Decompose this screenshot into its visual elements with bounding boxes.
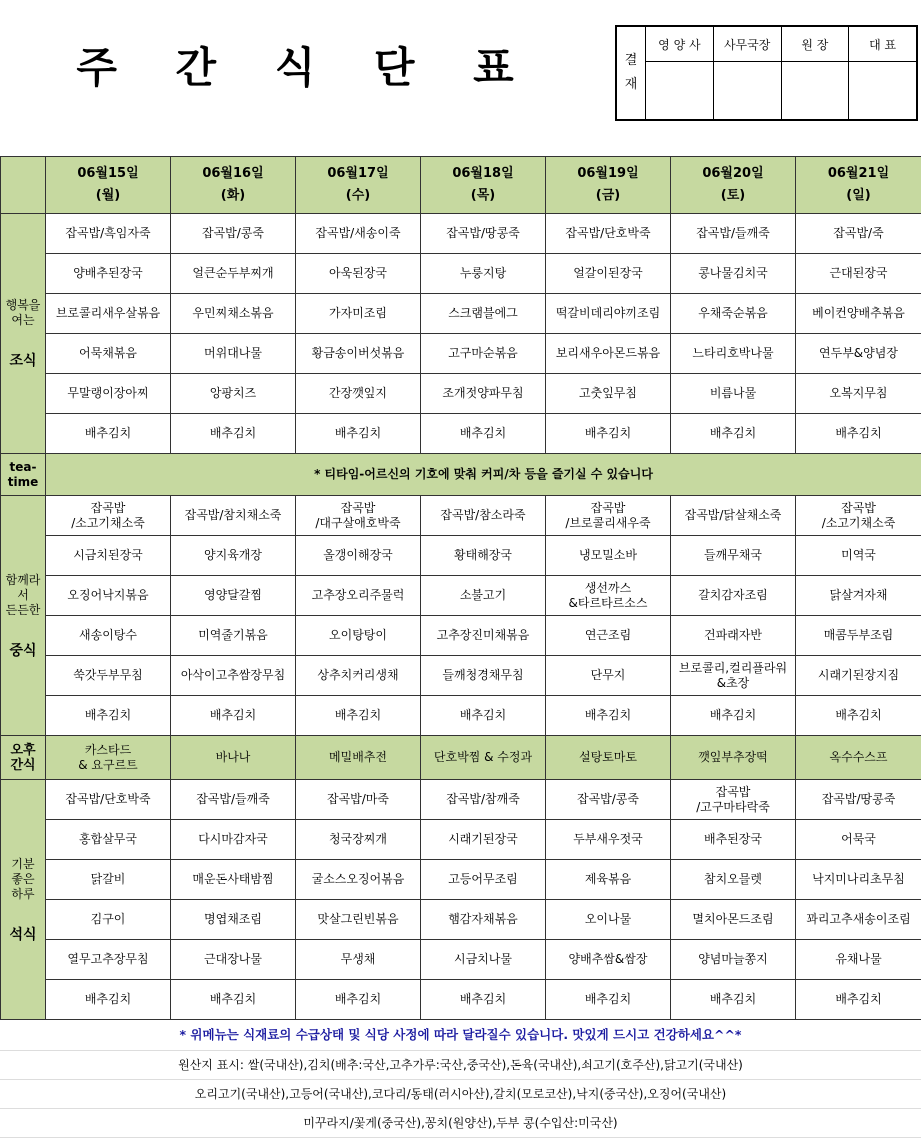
notice-text: * 위메뉴는 식재료의 수급상태 및 식당 사정에 따라 달라질수 있습니다. 맛있게 드시고 건강하세요^^* — [0, 1020, 921, 1051]
menu-item: 잡곡밥/콩죽 — [546, 780, 671, 820]
menu-item: 떡갈비데리야끼조림 — [546, 294, 671, 334]
menu-item: 고등어무조림 — [421, 860, 546, 900]
menu-item: 황금송이버섯볶음 — [296, 334, 421, 374]
approval-label-2: 재 — [625, 73, 638, 97]
menu-item: 낙지미나리초무침 — [796, 860, 921, 900]
menu-item: 쑥갓두부무침 — [46, 656, 171, 696]
menu-item: 소불고기 — [421, 576, 546, 616]
menu-item: 배추김치 — [796, 980, 921, 1020]
menu-item: 근대된장국 — [796, 254, 921, 294]
day-date: 06월17일 — [327, 166, 388, 181]
day-of-week: (화) — [221, 188, 245, 203]
origin-line-2: 오리고기(국내산),고등어(국내산),코다리/동태(러시아산),갈치(모로코산),낙지(중국산),오징어(국내산) — [0, 1080, 921, 1109]
menu-item: 얼갈이된장국 — [546, 254, 671, 294]
menu-item: 매운돈사태밤찜 — [171, 860, 296, 900]
teatime-label — [1, 454, 46, 496]
menu-item: 제육볶음 — [546, 860, 671, 900]
menu-item: 잡곡밥 /고구마타락죽 — [671, 780, 796, 820]
menu-item: 시금치된장국 — [46, 536, 171, 576]
menu-item: 배추김치 — [546, 414, 671, 454]
approval-col-office — [714, 27, 782, 119]
menu-item: 보리새우아몬드볶음 — [546, 334, 671, 374]
menu-item: 배추김치 — [421, 980, 546, 1020]
menu-item: 시래기된장지짐 — [796, 656, 921, 696]
menu-item: 무생채 — [296, 940, 421, 980]
dinner-row — [1, 900, 921, 940]
lunch-row — [1, 496, 921, 536]
menu-item: 근대장나물 — [171, 940, 296, 980]
menu-item: 참치오믈렛 — [671, 860, 796, 900]
menu-item: 고춧잎무침 — [546, 374, 671, 414]
day-header — [671, 157, 796, 214]
menu-item: 베이컨양배추볶음 — [796, 294, 921, 334]
signature-box[interactable] — [849, 62, 916, 119]
menu-item: 잡곡밥/단호박죽 — [546, 214, 671, 254]
menu-item: 어묵채볶음 — [46, 334, 171, 374]
menu-item: 잡곡밥/단호박죽 — [46, 780, 171, 820]
lunch-row — [1, 576, 921, 616]
breakfast-row — [1, 414, 921, 454]
menu-item: 잡곡밥/흑임자죽 — [46, 214, 171, 254]
signature-box[interactable] — [782, 62, 849, 119]
snack-row — [1, 736, 921, 780]
menu-item: 아삭이고추쌈장무침 — [171, 656, 296, 696]
day-date: 06월20일 — [702, 166, 763, 181]
menu-item: 오징어낙지볶음 — [46, 576, 171, 616]
approval-col-ceo — [849, 27, 916, 119]
dinner-row — [1, 780, 921, 820]
menu-item: 아욱된장국 — [296, 254, 421, 294]
weekly-menu-table — [0, 156, 921, 1020]
menu-item: 들깨무채국 — [671, 536, 796, 576]
approval-label-1: 결 — [625, 49, 638, 73]
teatime-text: * 티타임-어르신의 기호에 맞춰 커피/차 등을 즐기실 수 있습니다 — [46, 454, 921, 496]
menu-item: 잡곡밥/닭살채소죽 — [671, 496, 796, 536]
origin-line-1: 원산지 표시: 쌀(국내산),김치(배추:국산,고추가루:국산,중국산),돈육(국내산),쇠고기(호주산),닭고기(국내산) — [0, 1051, 921, 1080]
menu-item: 두부새우젓국 — [546, 820, 671, 860]
menu-item: 닭살겨자채 — [796, 576, 921, 616]
menu-item: 올갱이해장국 — [296, 536, 421, 576]
menu-item: 배추된장국 — [671, 820, 796, 860]
day-of-week: (일) — [846, 188, 870, 203]
menu-item: 닭갈비 — [46, 860, 171, 900]
menu-item: 시래기된장국 — [421, 820, 546, 860]
snack-label-text: 간식 — [10, 758, 35, 773]
menu-item: 콩나물김치국 — [671, 254, 796, 294]
menu-item: 황태해장국 — [421, 536, 546, 576]
menu-item: 잡곡밥/마죽 — [296, 780, 421, 820]
day-of-week: (월) — [96, 188, 120, 203]
dinner-row — [1, 820, 921, 860]
menu-item: 굴소스오징어볶음 — [296, 860, 421, 900]
day-header — [796, 157, 921, 214]
menu-item: 잡곡밥/참깨죽 — [421, 780, 546, 820]
breakfast-row — [1, 294, 921, 334]
menu-item: 느타리호박나물 — [671, 334, 796, 374]
menu-item: 연두부&양념장 — [796, 334, 921, 374]
day-date: 06월15일 — [77, 166, 138, 181]
snack-item: 메밀배추전 — [296, 736, 421, 780]
approval-header: 사무국장 — [714, 27, 781, 62]
menu-item: 배추김치 — [796, 414, 921, 454]
menu-item: 배추김치 — [171, 980, 296, 1020]
menu-item: 잡곡밥/콩죽 — [171, 214, 296, 254]
dinner-row — [1, 860, 921, 900]
corner-cell — [1, 157, 46, 214]
menu-item: 배추김치 — [46, 980, 171, 1020]
menu-item: 머위대나물 — [171, 334, 296, 374]
menu-item: 고추장오리주물럭 — [296, 576, 421, 616]
approval-col-director — [782, 27, 850, 119]
menu-item: 브로콜리,컬리플라워 &초장 — [671, 656, 796, 696]
lunch-row — [1, 616, 921, 656]
dinner-label — [1, 780, 46, 1020]
section-slogan: 함께라 — [6, 573, 41, 587]
menu-item: 다시마감자국 — [171, 820, 296, 860]
menu-item: 배추김치 — [296, 980, 421, 1020]
day-header — [421, 157, 546, 214]
day-of-week: (목) — [471, 188, 495, 203]
menu-item: 비름나물 — [671, 374, 796, 414]
menu-item: 새송이탕수 — [46, 616, 171, 656]
day-date: 06월18일 — [452, 166, 513, 181]
snack-item: 바나나 — [171, 736, 296, 780]
menu-item: 영양달갈찜 — [171, 576, 296, 616]
teatime-row — [1, 454, 921, 496]
snack-label-text: 오후 — [10, 743, 35, 758]
snack-item: 깻잎부추장떡 — [671, 736, 796, 780]
menu-item: 시금치나물 — [421, 940, 546, 980]
day-of-week: (금) — [596, 188, 620, 203]
dinner-row — [1, 940, 921, 980]
menu-item: 배추김치 — [296, 414, 421, 454]
menu-item: 냉모밀소바 — [546, 536, 671, 576]
day-date: 06월19일 — [577, 166, 638, 181]
section-slogan: 서 — [17, 588, 29, 602]
menu-item: 고구마순볶음 — [421, 334, 546, 374]
origin-line-3: 미꾸라지/꽃게(중국산),꽁치(원양산),두부 콩(수입산:미국산) — [0, 1109, 921, 1138]
approval-box — [615, 25, 918, 121]
menu-item: 양념마늘쫑지 — [671, 940, 796, 980]
page-title: 주 간 식 단 표 — [0, 0, 612, 130]
menu-item: 명엽채조림 — [171, 900, 296, 940]
menu-item: 잡곡밥/참치채소죽 — [171, 496, 296, 536]
menu-item: 연근조림 — [546, 616, 671, 656]
menu-item: 앙팡치즈 — [171, 374, 296, 414]
menu-item: 잡곡밥 /브로콜리새우죽 — [546, 496, 671, 536]
snack-item: 단호박찜 & 수정과 — [421, 736, 546, 780]
menu-item: 상추치커리생채 — [296, 656, 421, 696]
menu-item: 단무지 — [546, 656, 671, 696]
menu-item: 양지육개장 — [171, 536, 296, 576]
menu-item: 누룽지탕 — [421, 254, 546, 294]
menu-item: 잡곡밥/땅콩죽 — [421, 214, 546, 254]
approval-label — [617, 27, 646, 119]
menu-item: 갈치감자조림 — [671, 576, 796, 616]
menu-item: 우채죽순볶음 — [671, 294, 796, 334]
snack-item: 옥수수스프 — [796, 736, 921, 780]
menu-item: 배추김치 — [46, 696, 171, 736]
snack-item: 카스타드 & 요구르트 — [46, 736, 171, 780]
section-slogan: 든든한 — [6, 603, 41, 617]
menu-item: 오이나물 — [546, 900, 671, 940]
menu-item: 잡곡밥 /소고기채소죽 — [796, 496, 921, 536]
day-header — [296, 157, 421, 214]
footer — [0, 1020, 921, 1138]
menu-item: 양배추쌈&쌈장 — [546, 940, 671, 980]
menu-item: 홍합살무국 — [46, 820, 171, 860]
menu-item: 조개젓양파무침 — [421, 374, 546, 414]
menu-item: 잡곡밥/참소라죽 — [421, 496, 546, 536]
menu-item: 배추김치 — [796, 696, 921, 736]
menu-item: 스크램블에그 — [421, 294, 546, 334]
menu-item: 양배추된장국 — [46, 254, 171, 294]
menu-item: 김구이 — [46, 900, 171, 940]
menu-item: 잡곡밥 /소고기채소죽 — [46, 496, 171, 536]
lunch-row — [1, 696, 921, 736]
menu-item: 잡곡밥/땅콩죽 — [796, 780, 921, 820]
menu-item: 브로콜리새우살볶음 — [46, 294, 171, 334]
lunch-row — [1, 656, 921, 696]
menu-item: 잡곡밥/죽 — [796, 214, 921, 254]
approval-col-nutritionist — [646, 27, 714, 119]
menu-item: 꽈리고추새송이조림 — [796, 900, 921, 940]
menu-item: 들깨청경채무침 — [421, 656, 546, 696]
breakfast-row — [1, 254, 921, 294]
menu-item: 배추김치 — [421, 414, 546, 454]
menu-item: 멸치아몬드조림 — [671, 900, 796, 940]
signature-box[interactable] — [714, 62, 781, 119]
day-date: 06월16일 — [202, 166, 263, 181]
menu-item: 배추김치 — [546, 980, 671, 1020]
menu-item: 무말랭이장아찌 — [46, 374, 171, 414]
menu-item: 오이탕탕이 — [296, 616, 421, 656]
menu-item: 배추김치 — [171, 414, 296, 454]
signature-box[interactable] — [646, 62, 713, 119]
menu-item: 배추김치 — [671, 696, 796, 736]
menu-item: 배추김치 — [296, 696, 421, 736]
menu-item: 배추김치 — [671, 414, 796, 454]
section-slogan: 여는 — [11, 313, 34, 327]
day-of-week: (토) — [721, 188, 745, 203]
menu-item: 열무고추장무침 — [46, 940, 171, 980]
teatime-label-text: tea- time — [8, 460, 39, 489]
breakfast-label — [1, 214, 46, 454]
menu-item: 고추장진미채볶음 — [421, 616, 546, 656]
menu-item: 잡곡밥/새송이죽 — [296, 214, 421, 254]
menu-item: 잡곡밥/들깨죽 — [171, 780, 296, 820]
section-slogan: 행복을 — [6, 298, 41, 312]
menu-item: 배추김치 — [671, 980, 796, 1020]
lunch-row — [1, 536, 921, 576]
breakfast-row — [1, 374, 921, 414]
snack-item: 설탕토마토 — [546, 736, 671, 780]
menu-item: 미역줄기볶음 — [171, 616, 296, 656]
menu-item: 어묵국 — [796, 820, 921, 860]
menu-item: 우민찌채소볶음 — [171, 294, 296, 334]
menu-item: 배추김치 — [546, 696, 671, 736]
menu-item: 청국장찌개 — [296, 820, 421, 860]
menu-item: 배추김치 — [171, 696, 296, 736]
lunch-label — [1, 496, 46, 736]
section-slogan: 좋은 — [11, 872, 34, 886]
day-header — [546, 157, 671, 214]
approval-header: 영 양 사 — [646, 27, 713, 62]
menu-item: 매콤두부조림 — [796, 616, 921, 656]
breakfast-row — [1, 214, 921, 254]
menu-item: 미역국 — [796, 536, 921, 576]
section-slogan: 하루 — [11, 887, 34, 901]
meal-name: 석식 — [1, 928, 45, 943]
day-header — [46, 157, 171, 214]
header-row — [1, 157, 921, 214]
day-date: 06월21일 — [828, 166, 889, 181]
dinner-row — [1, 980, 921, 1020]
menu-item: 유채나물 — [796, 940, 921, 980]
menu-item: 잡곡밥 /대구살애호박죽 — [296, 496, 421, 536]
menu-item: 배추김치 — [46, 414, 171, 454]
meal-name: 중식 — [1, 644, 45, 659]
menu-item: 햄감자채볶음 — [421, 900, 546, 940]
breakfast-row — [1, 334, 921, 374]
menu-item: 오복지무침 — [796, 374, 921, 414]
section-slogan: 기분 — [11, 857, 34, 871]
menu-item: 잡곡밥/들깨죽 — [671, 214, 796, 254]
menu-item: 얼큰순두부찌개 — [171, 254, 296, 294]
menu-item: 가자미조림 — [296, 294, 421, 334]
menu-item: 간장깻잎지 — [296, 374, 421, 414]
day-of-week: (수) — [346, 188, 370, 203]
menu-item: 건파래자반 — [671, 616, 796, 656]
meal-name: 조식 — [1, 354, 45, 369]
menu-item: 배추김치 — [421, 696, 546, 736]
menu-item: 맛살그린빈볶음 — [296, 900, 421, 940]
menu-item: 생선까스 &타르타르소스 — [546, 576, 671, 616]
approval-header: 원 장 — [782, 27, 849, 62]
approval-header: 대 표 — [849, 27, 916, 62]
snack-label — [1, 736, 46, 780]
day-header — [171, 157, 296, 214]
